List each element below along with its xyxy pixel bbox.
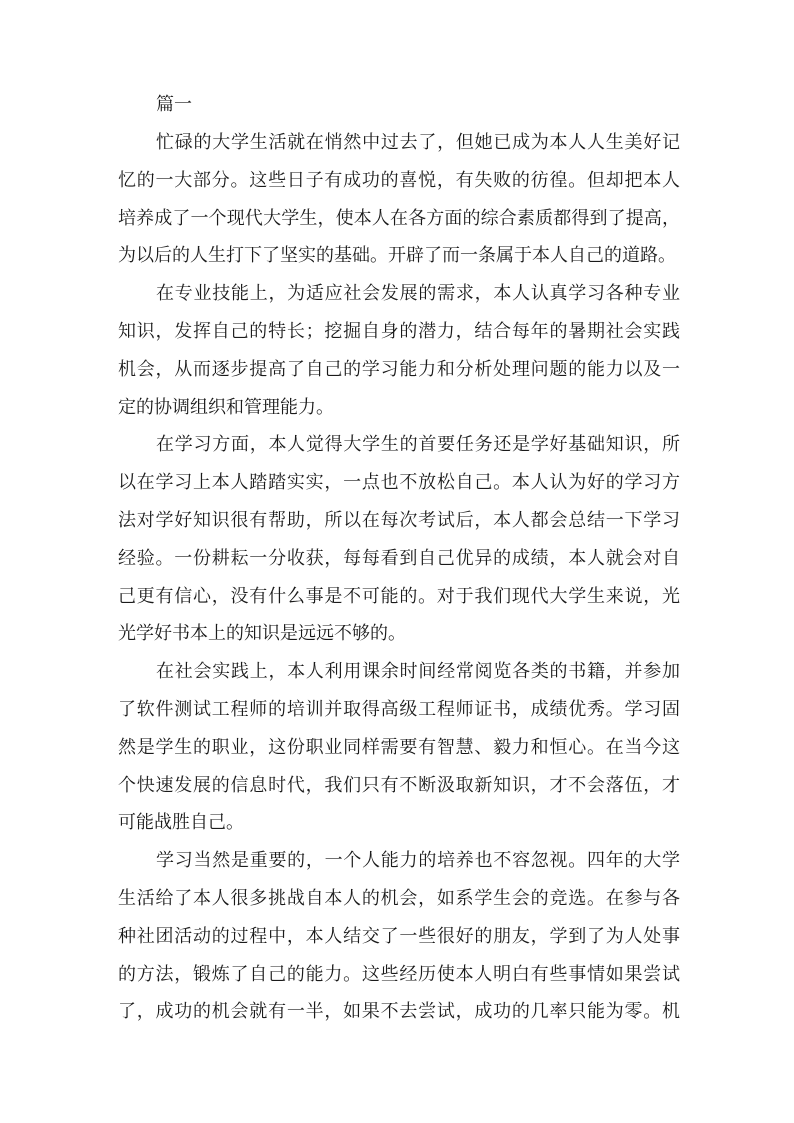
document-page <box>118 86 680 1031</box>
text-line: 为以后的人生打下了坚实的基础。开辟了而一条属于本人自己的道路。 <box>118 245 676 267</box>
text-line: 光学好书本上的知识是远远不够的。 <box>118 623 406 645</box>
text-line: 个快速发展的信息时代，我们只有不断汲取新知识，才不会落伍，才 <box>118 774 680 796</box>
text-line: 法对学好知识很有帮助，所以在每次考试后，本人都会总结一下学习 <box>118 509 680 531</box>
text-line: 的方法，锻炼了自己的能力。这些经历使本人明白有些事情如果尝试 <box>118 963 680 985</box>
text-line: 培养成了一个现代大学生，使本人在各方面的综合素质都得到了提高， <box>118 207 680 229</box>
text-line: 己更有信心，没有什么事是不可能的。对于我们现代大学生来说，光 <box>118 585 680 607</box>
text-line: 以在学习上本人踏踏实实，一点也不放松自己。本人认为好的学习方 <box>118 472 680 494</box>
text-line: 在学习方面，本人觉得大学生的首要任务还是学好基础知识，所 <box>156 434 680 456</box>
text-line: 知识，发挥自己的特长；挖掘自身的潜力，结合每年的暑期社会实践 <box>118 320 680 342</box>
text-line: 可能战胜自己。 <box>118 812 244 834</box>
text-line: 了软件测试工程师的培训并取得高级工程师证书，成绩优秀。学习固 <box>118 698 680 720</box>
text-line: 忆的一大部分。这些日子有成功的喜悦，有失败的彷徨。但却把本人 <box>118 169 680 191</box>
paragraph <box>118 426 680 653</box>
paragraph <box>118 842 680 1031</box>
text-line: 忙碌的大学生活就在悄然中过去了，但她已成为本人人生美好记 <box>156 132 680 153</box>
text-line: 了，成功的机会就有一半，如果不去尝试，成功的几率只能为零。机 <box>118 1001 680 1023</box>
text-line: 机会，从而逐步提高了自己的学习能力和分析处理问题的能力以及一 <box>118 358 680 380</box>
text-line: 然是学生的职业，这份职业同样需要有智慧、毅力和恒心。在当今这 <box>118 736 680 758</box>
text-line: 定的协调组织和管理能力。 <box>118 396 334 418</box>
section-heading: 篇一 <box>156 94 192 115</box>
text-line: 种社团活动的过程中，本人结交了一些很好的朋友，学到了为人处事 <box>118 925 680 947</box>
paragraph <box>118 124 680 275</box>
text-line: 生活给了本人很多挑战自本人的机会，如系学生会的竞选。在参与各 <box>118 887 680 909</box>
paragraph <box>118 653 680 842</box>
text-line: 在社会实践上，本人利用课余时间经常阅览各类的书籍，并参加 <box>156 661 680 683</box>
paragraph <box>118 275 680 426</box>
text-line: 学习当然是重要的，一个人能力的培养也不容忽视。四年的大学 <box>156 850 680 872</box>
document-body <box>118 124 680 1031</box>
text-line: 在专业技能上，为适应社会发展的需求，本人认真学习各种专业 <box>156 283 680 305</box>
text-line: 经验。一份耕耘一分收获，每每看到自己优异的成绩，本人就会对自 <box>118 547 680 569</box>
